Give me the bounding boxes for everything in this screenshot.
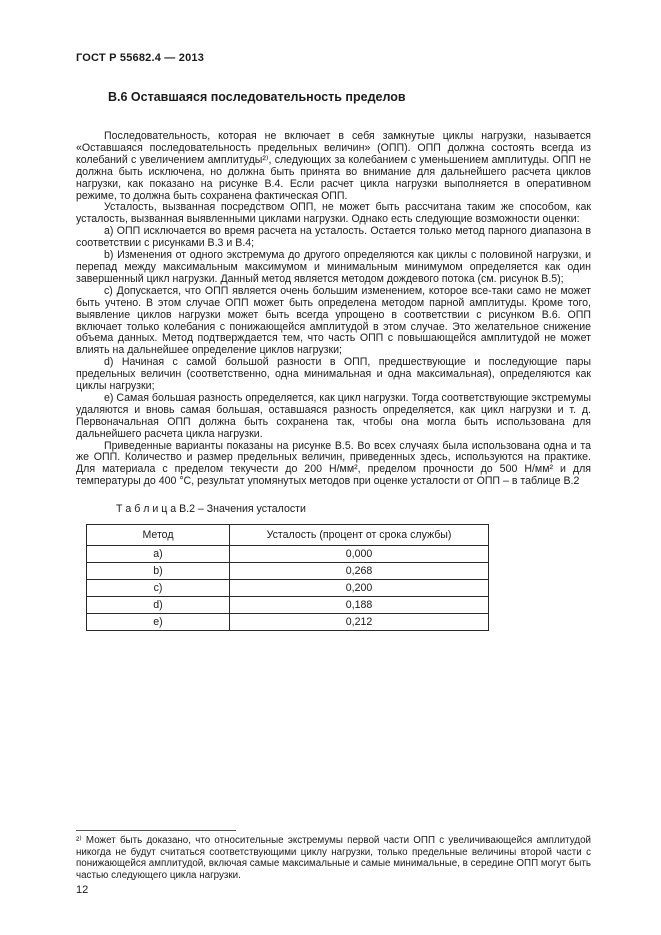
table-row	[87, 546, 489, 563]
column-header-method: Метод	[87, 525, 230, 546]
doc-header: ГОСТ Р 55682.4 — 2013	[76, 52, 205, 64]
table-row	[87, 614, 489, 631]
table-header-row	[87, 525, 489, 546]
body-text	[76, 131, 591, 488]
list-item-a: а) ОПП исключается во время расчета на усталость. Остается только метод парного диапазона в соответствии с рисунками В.3 и В.4;	[76, 225, 591, 250]
cell-method: b)	[87, 563, 230, 580]
footnote-area	[76, 830, 591, 896]
paragraph-variants: Приведенные варианты показаны на рисунке В.5. Во всех случаях была использована одна и та же ОПП. Количество и размер предельных величин, приведенных здесь, используются на практике. Для материала с пределом текучести до 200 Н/мм², пределом прочности до 500 Н/мм² и для температуры до 400 °С, результат упомянутых методов при оценке усталости от ОПП – в таблице В.2	[76, 439, 591, 488]
cell-method: d)	[87, 597, 230, 614]
list-item-b: b) Изменения от одного экстремума до другого определяются как циклы с половиной нагрузки, и перепад между максимальным максимумом и минимальным минимумом определяется как один завершенный цикл нагрузки. Данный метод является методом дождевого потока (см. рисунок В.5);	[76, 249, 591, 285]
table-caption: Т а б л и ц а В.2 – Значения усталости	[116, 503, 306, 516]
cell-value: 0,200	[230, 580, 489, 597]
cell-value: 0,000	[230, 546, 489, 563]
list-item-e: е) Самая большая разность определяется, как цикл нагрузки. Тогда соответствующие экстремумы удаляются и вновь самая большая, оставшаяся разность определяется, как цикл нагрузки и т. д. Первоначальная ОПП должна быть сохранена так, чтобы она могла быть использована для дальнейшего расчета цикла нагрузки.	[76, 391, 591, 440]
table-row	[87, 597, 489, 614]
cell-value: 0,188	[230, 597, 489, 614]
table-row	[87, 580, 489, 597]
cell-value: 0,268	[230, 563, 489, 580]
paragraph-fatigue: Усталость, вызванная посредством ОПП, не может быть рассчитана таким же способом, как усталость, вызванная выявленными циклами нагрузки. Однако есть следующие возможности оценки:	[76, 201, 591, 226]
section-title: В.6 Оставшаяся последовательность пределов	[108, 90, 406, 104]
table-row	[87, 563, 489, 580]
footnote-separator	[76, 830, 236, 831]
cell-method: а)	[87, 546, 230, 563]
list-item-c: с) Допускается, что ОПП является очень большим изменением, которое все-таки само не может быть учтено. В этом случае ОПП может быть определена методом парной амплитуды. Кроме того, выявление циклов нагрузки может быть всегда упрощено в соответствии с рисунком В.6. ОПП включает только колебания с понижающейся амплитудой в этом случае. Это желательное снижение объема данных. Метод подтверждается тем, что часть ОПП с повышающейся амплитудой не может влиять на дальнейшее определение циклов нагрузки;	[76, 284, 591, 357]
cell-value: 0,212	[230, 614, 489, 631]
fatigue-table	[86, 524, 489, 631]
cell-method: с)	[87, 580, 230, 597]
page-number: 12	[76, 884, 89, 897]
paragraph-intro: Последовательность, которая не включает в себя замкнутые циклы нагрузки, называется «Оставшаяся последовательность предельных величин» (ОПП). ОПП должна состоять всегда из колебаний с увеличением амплитуды²⁾, следующих за колебанием с уменьшением амплитуды. ОПП не должна быть исключена, но должна быть принята во внимание для дальнейшего расчета циклов нагрузки, как показано на рисунке В.4. Если расчет цикла нагрузки выполняется в оперативном режиме, то должна быть сохранена фактическая ОПП.	[76, 130, 591, 202]
footnote-text: ²⁾ Может быть доказано, что относительные экстремумы первой части ОПП с увеличивающейся амплитудой никогда не будут считаться соответствующими циклу нагрузки, только предельные величины второй части с понижающейся амплитудой, включая самые максимальные и самые минимальные, в середине ОПП могут быть частью следующего цикла нагрузки.	[76, 835, 591, 881]
list-item-d: d) Начиная с самой большой разности в ОПП, предшествующие и последующие пары предельных величин (соответственно, одна минимальная и одна максимальная), определяются как циклы нагрузки;	[76, 356, 591, 393]
column-header-fatigue: Усталость (процент от срока службы)	[230, 525, 489, 546]
cell-method: е)	[87, 614, 230, 631]
